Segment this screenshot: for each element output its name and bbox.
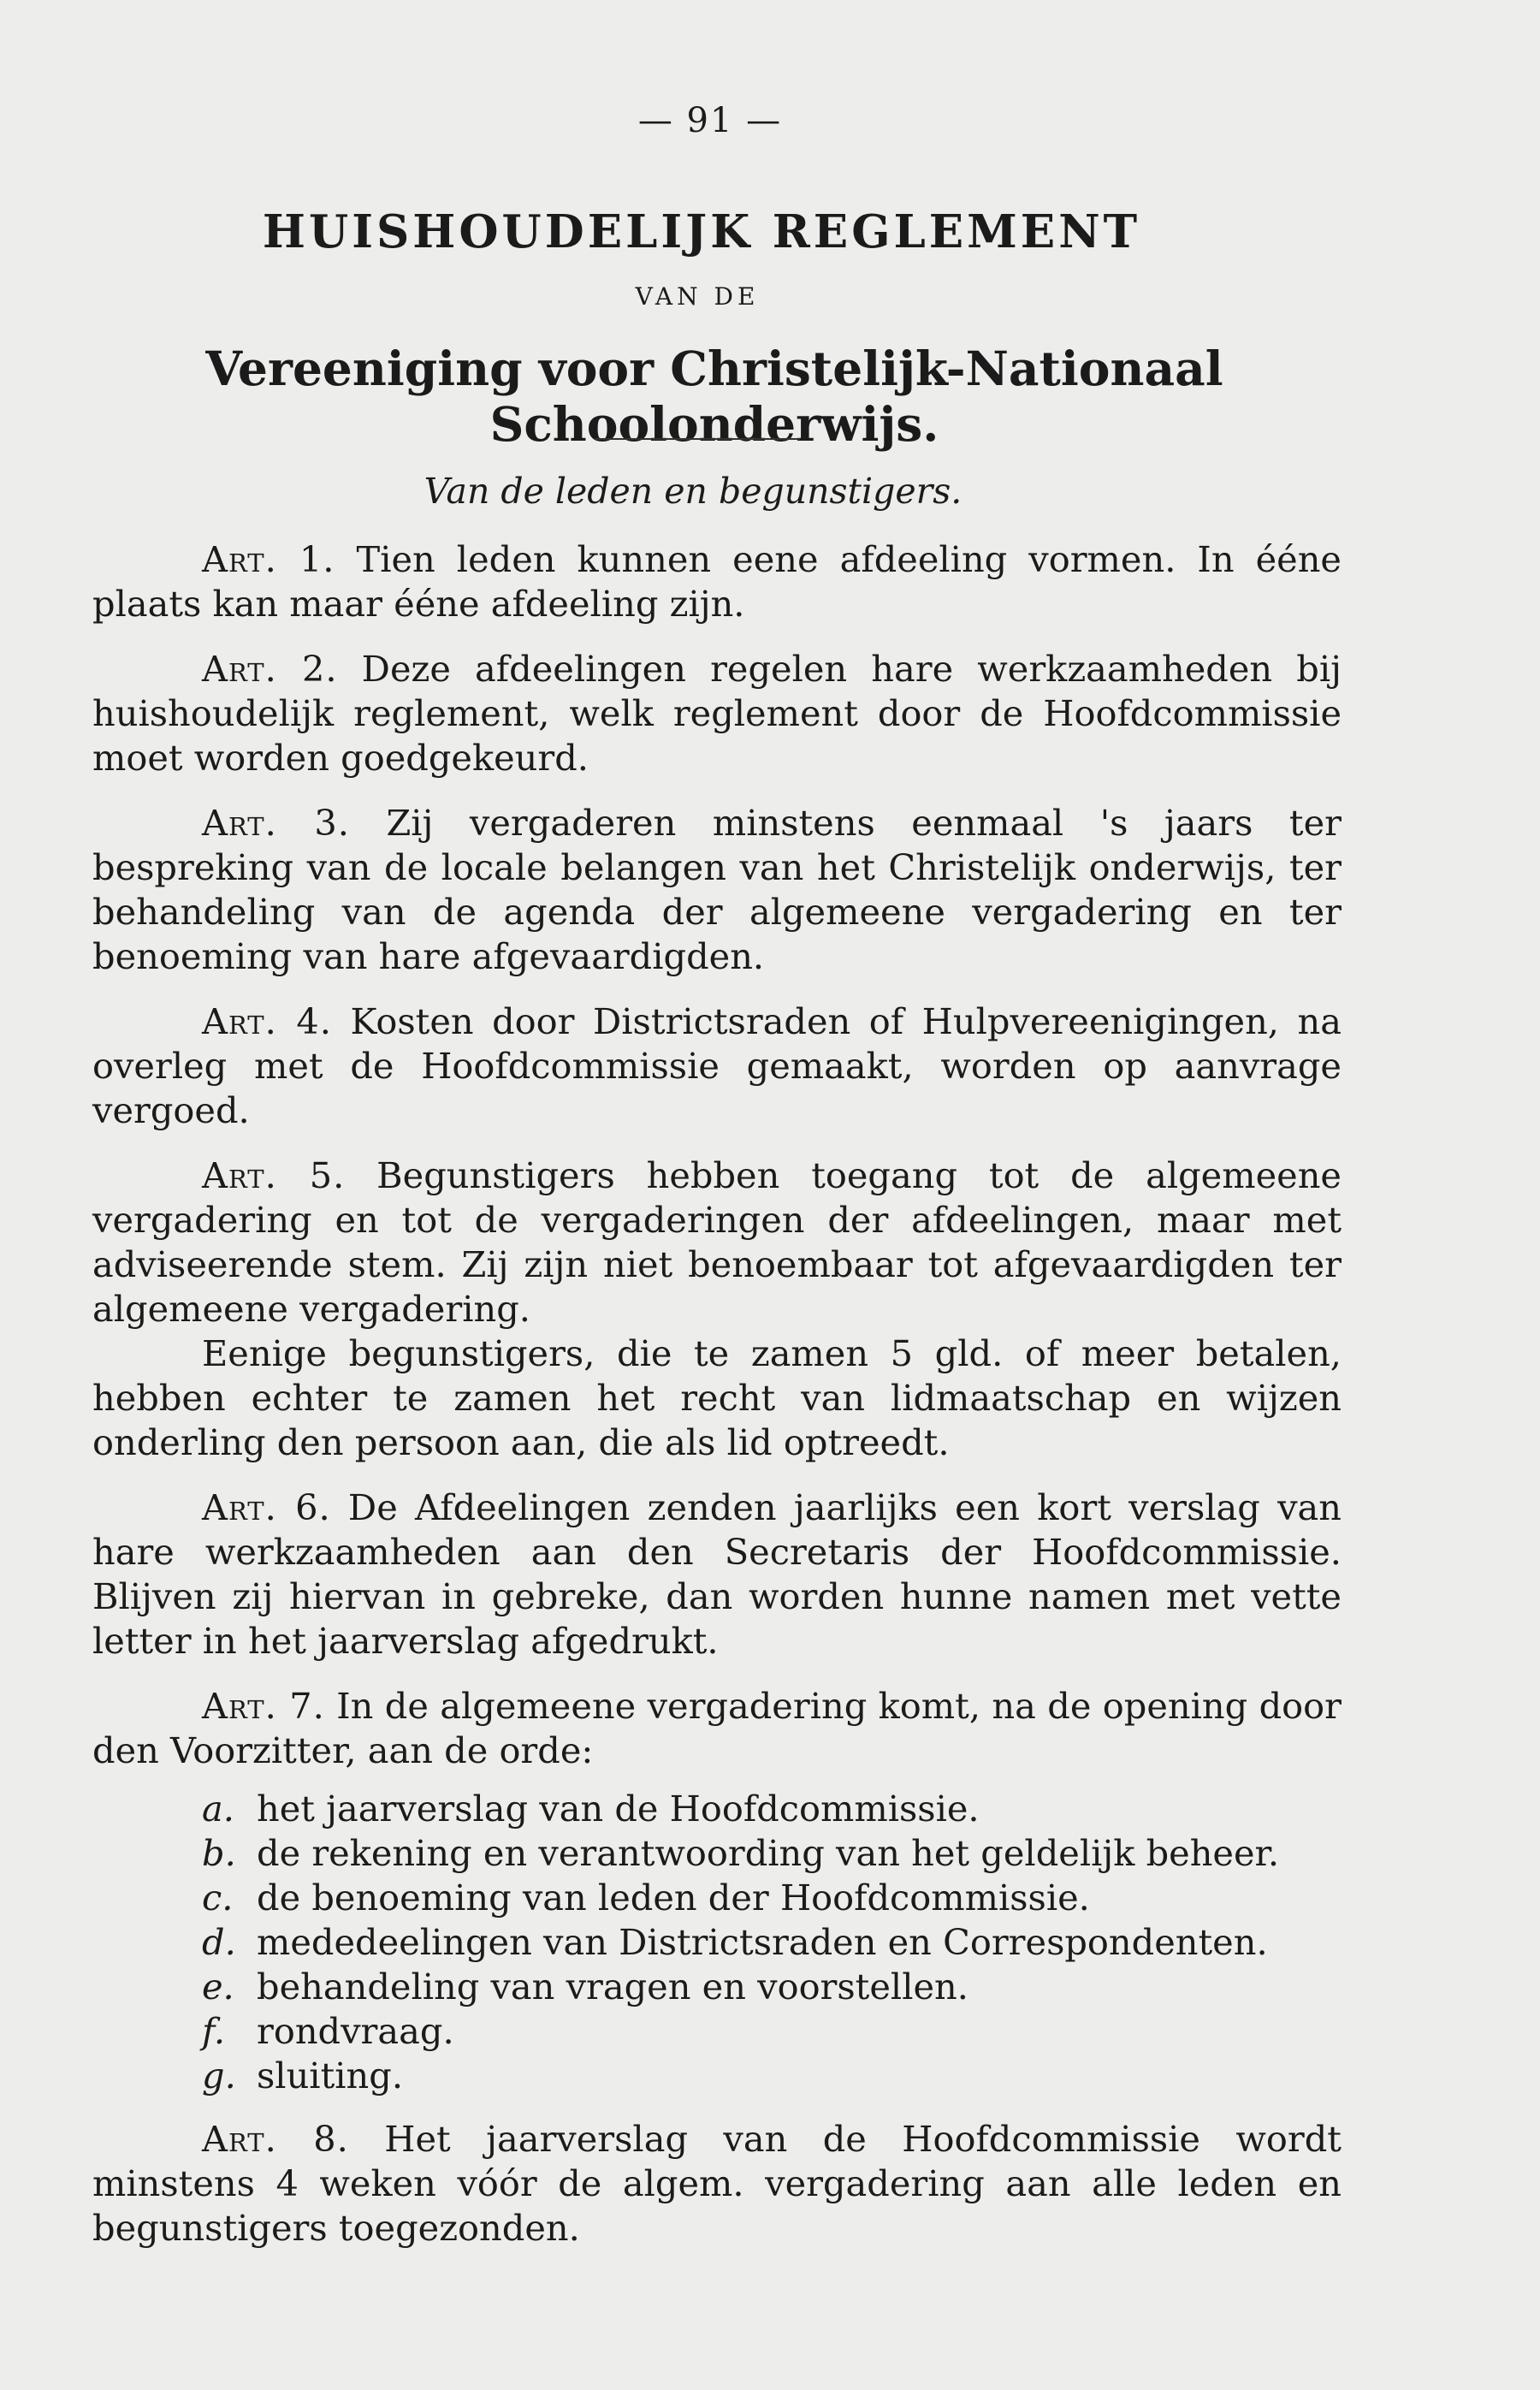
article-text: Kosten door Districtsraden of Hulpvereenigingen, na overleg met de Hoofdcommissie gemaakt, worden op aanvrage vergoed. (92, 1000, 1342, 1131)
article-6 (92, 1486, 1342, 1664)
article-label: Art. 2. (202, 648, 338, 690)
list-item-text: mededeelingen van Districtsraden en Correspondenten. (257, 1921, 1268, 1963)
list-item (202, 1831, 1342, 1876)
list-item (202, 1965, 1342, 2009)
article-text: Eenige begunstigers, die te zamen 5 gld. of meer betalen, hebben echter te zamen het recht van lidmaatschap en wijzen onderling den persoon aan, die als lid optreedt. (92, 1332, 1342, 1463)
list-marker: g. (202, 2055, 236, 2096)
article-4 (92, 999, 1342, 1133)
article-8 (92, 2117, 1342, 2251)
list-item-text: de rekening en verantwoording van het geldelijk beheer. (257, 1832, 1280, 1874)
document-subtitle: VAN DE (635, 282, 760, 311)
list-item (202, 1876, 1342, 1920)
article-text: Zij vergaderen minstens eenmaal 's jaars ter bespreking van de locale belangen van het Christelijk onderwijs, ter behandeling van de agenda der algemeene vergadering en ter benoeming van hare afgevaardigden. (92, 802, 1342, 977)
article-2 (92, 647, 1342, 780)
divider-rule (595, 438, 800, 440)
article-5-continuation (92, 1331, 1342, 1465)
list-marker: c. (202, 1877, 234, 1919)
article-text: Tien leden kunnen eene afdeeling vormen. In ééne plaats kan maar ééne afdeeling zijn. (92, 538, 1342, 625)
list-marker: b. (202, 1832, 236, 1874)
article-label: Art. 7. (202, 1685, 325, 1727)
article-5 (92, 1153, 1342, 1331)
article-text: In de algemeene vergadering komt, na de opening door den Voorzitter, aan de orde: (92, 1685, 1342, 1771)
list-item (202, 1920, 1342, 1965)
list-marker: a. (202, 1788, 234, 1830)
list-item-text: behandeling van vragen en voorstellen. (257, 1966, 968, 2007)
list-marker: d. (202, 1921, 236, 1963)
list-item-text: sluiting. (257, 2055, 404, 2096)
article-7 (92, 1684, 1342, 1773)
article-text: Begunstigers hebben toegang tot de algemeene vergadering en tot de vergaderingen der afdeelingen, maar met adviseerende stem. Zij zijn niet benoembaar tot afgevaardigden ter algemeene vergadering. (92, 1154, 1342, 1330)
list-item-text: rondvraag. (257, 2010, 454, 2052)
article-label: Art. 5. (202, 1154, 346, 1196)
article-label: Art. 4. (202, 1000, 332, 1042)
article-3 (92, 801, 1342, 979)
article-text: De Afdeelingen zenden jaarlijks een kort verslag van hare werkzaamheden aan den Secretaris der Hoofdcommissie. Blijven zij hiervan in gebreke, dan worden hunne namen met vette letter in het jaarverslag afgedrukt. (92, 1486, 1342, 1662)
article-text: Het jaarverslag van de Hoofdcommissie wordt minstens 4 weken vóór de algem. vergadering aan alle leden en begunstigers toegezonden. (92, 2118, 1342, 2249)
list-marker: e. (202, 1966, 234, 2007)
list-item (202, 1787, 1342, 1831)
article-label: Art. 6. (202, 1486, 331, 1528)
organisation-name: Vereeniging voor Christelijk-Nationaal Schoolonderwijs. (205, 341, 1223, 452)
list-item-text: de benoeming van leden der Hoofdcommissie. (257, 1877, 1090, 1919)
article-label: Art. 1. (202, 538, 335, 580)
article-label: Art. 3. (202, 802, 350, 844)
agenda-list (202, 1787, 1342, 2098)
list-item-text: het jaarverslag van de Hoofdcommissie. (257, 1788, 980, 1830)
list-marker: f. (202, 2010, 226, 2052)
articles-body (92, 537, 1342, 2271)
article-1 (92, 537, 1342, 626)
list-item (202, 2009, 1342, 2054)
article-label: Art. 8. (202, 2118, 349, 2160)
page-number: — 91 — (637, 101, 783, 140)
document-title: HUISHOUDELIJK REGLEMENT (262, 205, 1141, 258)
article-text: Deze afdeelingen regelen hare werkzaamheden bij huishoudelijk reglement, welk reglement door de Hoofdcommissie moet worden goedgekeurd. (92, 648, 1342, 779)
section-heading: Van de leden en begunstigers. (424, 471, 962, 512)
list-item (202, 2054, 1342, 2098)
